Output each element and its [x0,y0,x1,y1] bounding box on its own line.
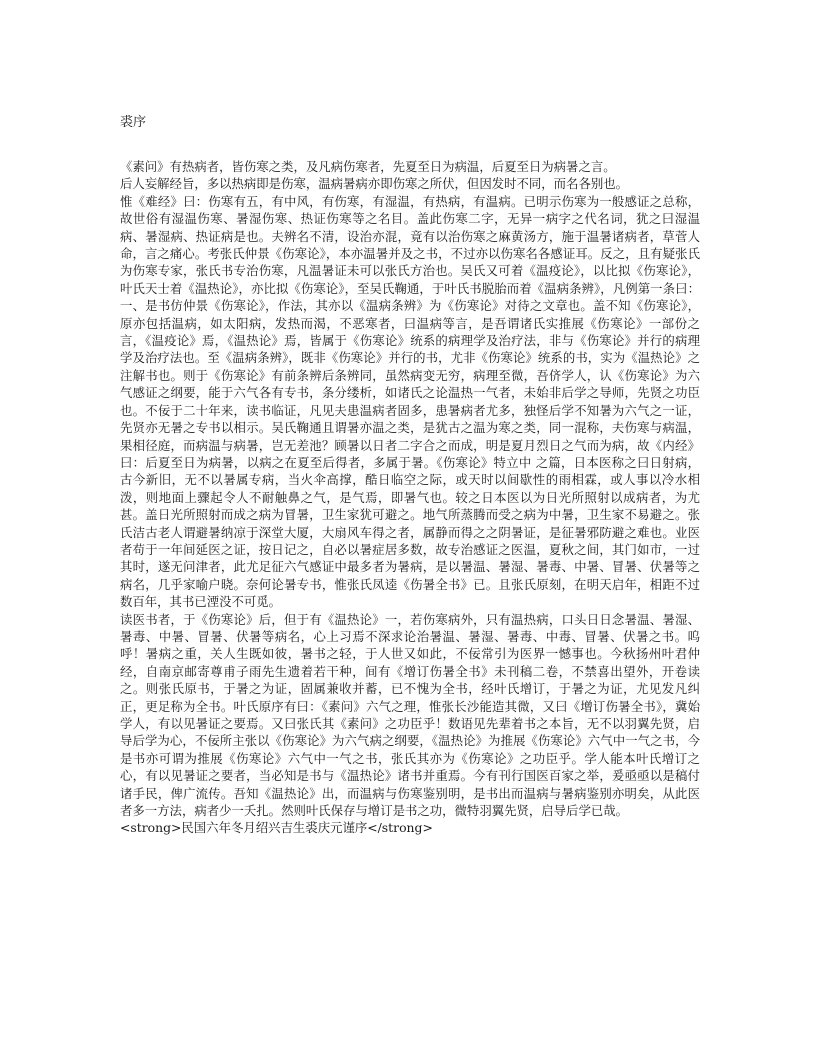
paragraph: 读医书者，于《伤寒论》后，但于有《温热论》一，若伤寒病外，只有温热病，口头日日念暑温、暑湿、暑毒、中暑、冒暑、伏暑等病名，心上习焉不深求论治暑温、暑湿、暑毒、中毒、冒暑、伏暑之书。呜呼！暑病之重，关人生既如彼，暑书之轻，于人世又如此，不佞常引为医界一憾事也。今秋扬州叶君仲经，自南京邮寄尊甫子雨先生遗着若干种，间有《增订伤暑全书》未刊稿二卷，不禁喜出望外，开卷读之。则张氏原书，于暑之为证，固属兼收并蓄，已不愧为全书，经叶氏增订，于暑之为证，尤见发凡纠正，更足称为全书。叶氏原序有曰：《素问》六气之理，惟张长沙能造其微，又曰《增订伤暑全书》，冀始学人，有以见暑证之要焉。又曰张氏其《素问》之功臣乎！数语见先辈着书之本旨，无不以羽翼先贤，启导后学为心，不佞所主张以《伤寒论》为六气病之纲要，《温热论》为推展《伤寒论》六气中一气之书，今是书亦可谓为推展《伤寒论》六气中一气之书，张氏其亦为《伤寒论》之功臣乎。学人能本叶氏增订之心，有以见暑证之要者，当必知是书与《温热论》诸书并重焉。今有刊行国医百家之举，爰亟亟以是稿付诸手民，俾广流传。吾知《温热论》出，而温病与伤寒鉴别明，是书出而温病与暑病鉴别亦明矣，从此医者多一方法，病者少一夭扎。然则叶氏保存与增订是书之功，微特羽翼先贤，启导后学已哉。 [120,611,700,819]
document-body [120,158,700,837]
document-signature-line: <strong>民国六年冬月绍兴吉生裘庆元谨序</strong> [120,820,433,836]
paragraph: 惟《难经》曰：伤寒有五，有中风，有伤寒，有湿温，有热病，有温病。已明示伤寒为一般感证之总称，故世俗有湿温伤寒、暑湿伤寒、热证伤寒等之名目。盖此伤寒二字，无异一病字之代名词，犹之曰湿温病、暑湿病、热证病是也。夫辨名不清，设治亦混，竟有以治伤寒之麻黄汤方，施于温暑诸病者，草菅人命，言之痛心。考张氏仲景《伤寒论》，本亦温暑并及之书，不过亦以伤寒名各感证耳。反之，且有疑张氏为伤寒专家，张氏书专治伤寒，凡温暑证未可以张氏方治也。吴氏又可着《温疫论》，以比拟《伤寒论》，叶氏天士着《温热论》，亦比拟《伤寒论》，至吴氏鞠通，于叶氏书脱胎而着《温病条辨》，凡例第一条曰：一、是书仿仲景《伤寒论》，作法，其亦以《温病条辨》为《伤寒论》对待之文章也。盖不知《伤寒论》，原亦包括温病，如太阳病，发热而渴，不恶寒者，曰温病等言，是吾谓诸氏实推展《伤寒论》一部份之言，《温疫论》焉，《温热论》焉，皆属于《伤寒论》统系的病理学及治疗法，非与《伤寒论》并行的病理学及治疗法也。至《温病条辨》，既非《伤寒论》并行的书，尤非《伤寒论》统系的书，实为《温热论》之注解书也。则于《伤寒论》有前条辨后条辨同，虽然病变无穷，病理至微，吾侪学人，认《伤寒论》为六气感证之纲要，能于六气各有专书，条分缕析，如诸氏之论温热一气者，未始非后学之导师，先贤之功臣也。不佞于二十年来，读书临证，凡见夫患温病者固多，患暑病者尤多，独怪后学不知暑为六气之一证，先贤亦无暑之专书以相示。吴氏鞠通且谓暑亦温之类，是犹古之温为寒之类，同一混称，夫伤寒与病温，果相径庭，而病温与病暑，岂无差池？顾暑以日者二字合之而成，明是夏月烈日之气而为病，故《内经》曰：后夏至日为病暑，以病之在夏至后得者，多属于暑。《伤寒论》特立中 之篇，日本医称之曰日射病，古今新旧，无不以暑属专病，当火伞高撑，酷日临空之际，或天时以间歇性的雨相霖，或人事以冷水相泼，则地面上骤起令人不耐触鼻之气，是气焉，即暑气也。较之日本医以为日光所照射以成病者，为尤甚。盖日光所照射而成之病为冒暑，卫生家犹可避之。地气所蒸腾而受之病为中暑，卫生家不易避之。张氏洁古老人谓避暑纳凉于深堂大厦，大扇风车得之者，属静而得之之阴暑证，是征暑邪防避之难也。业医者苟于一年间延医之证，按日记之，自必以暑症居多数，故专治感证之医温，夏秋之间，其门如市，一过其时，遂无问津者，此尤足征六气感证中最多者为暑病，是以暑温、暑湿、暑毒、中暑、冒暑、伏暑等之病名，几乎家喻户晓。奈何论暑专书，惟张氏凤逵《伤暑全书》已。且张氏原刻，在明天启年，相距不过数百年，其书已湮没不可觅。 [120,193,700,610]
document-heading: 裘序 [120,115,147,130]
paragraph: 《素问》有热病者，皆伤寒之类，及凡病伤寒者，先夏至日为病温，后夏至日为病暑之言。 [120,159,616,174]
paragraph: 后人妄解经旨，多以热病即是伤寒，温病暑病亦即伤寒之所伏，但因发时不同，而名各别也。 [120,176,629,192]
